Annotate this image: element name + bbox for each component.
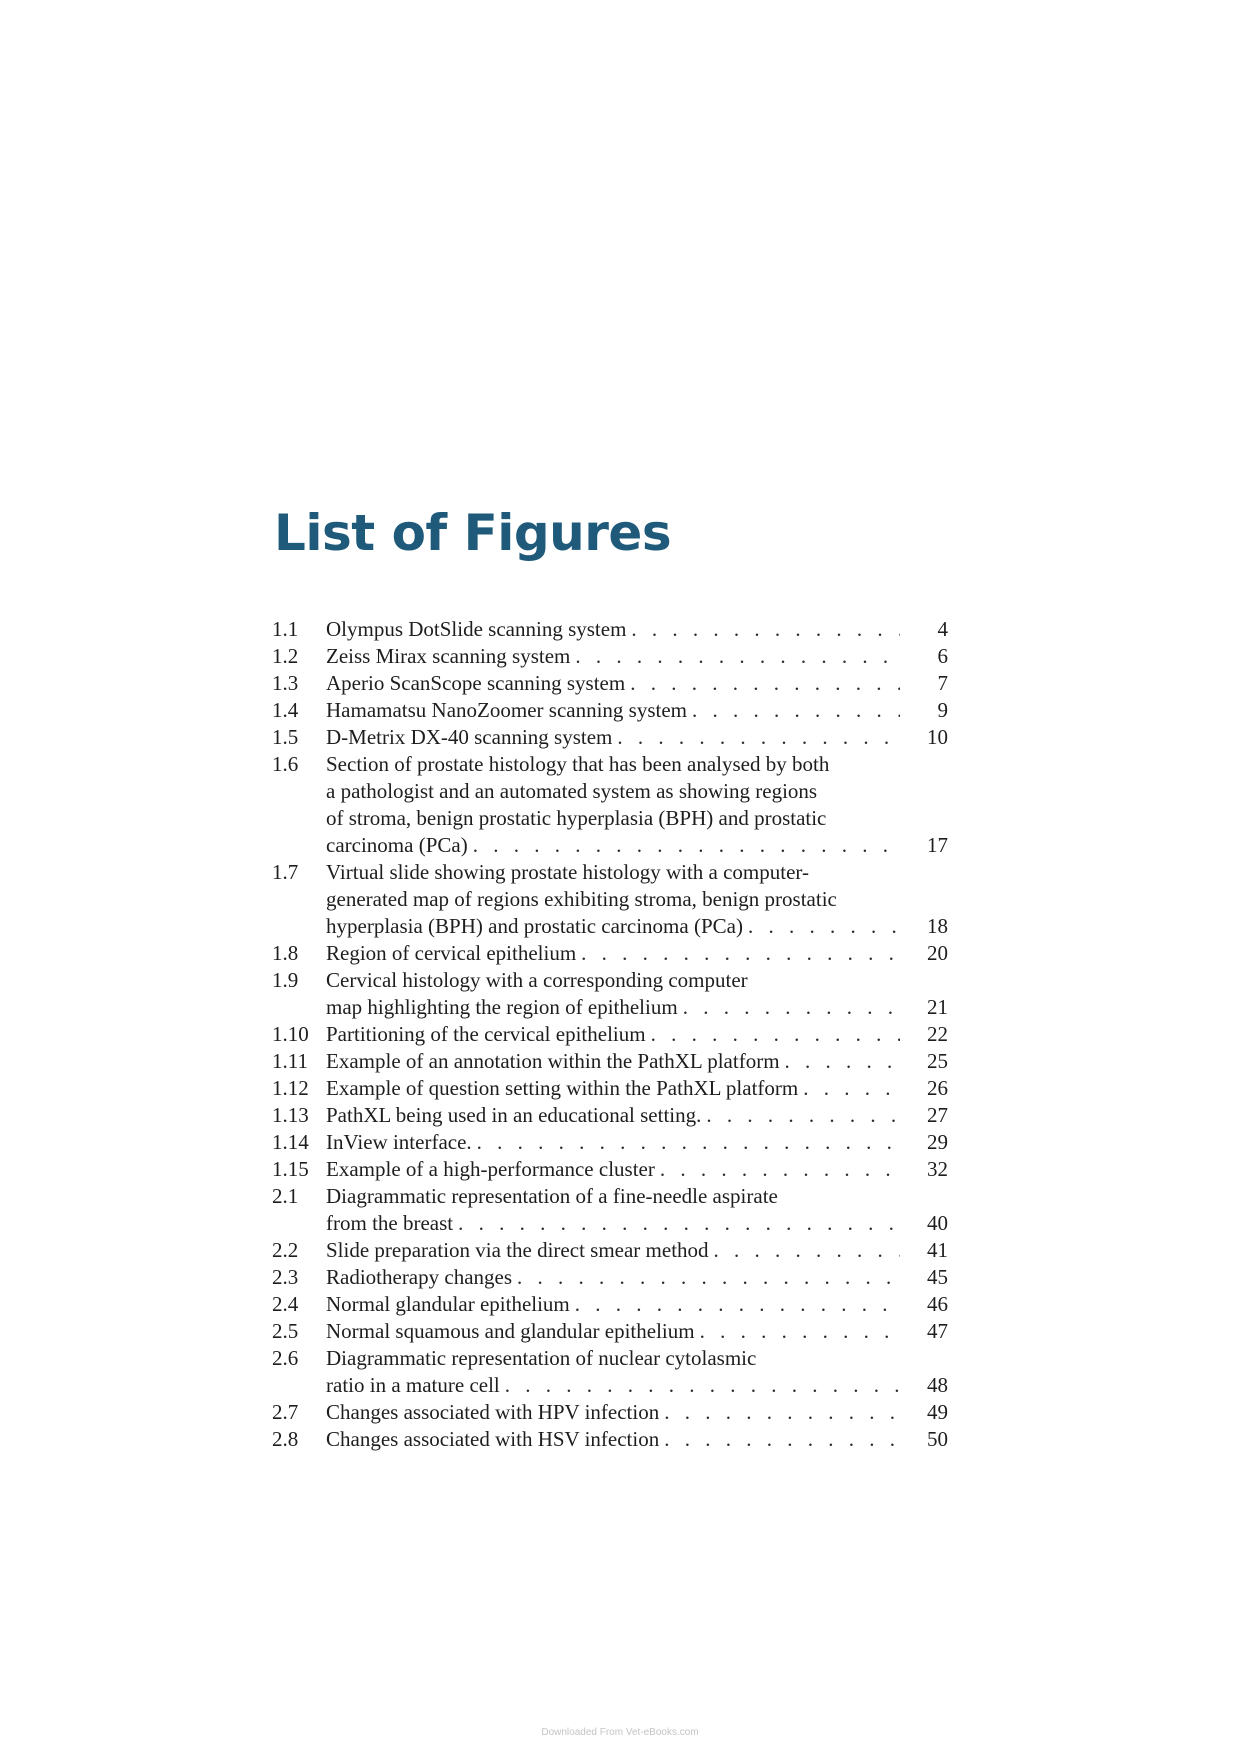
figure-page-number: 18 [927,914,948,938]
figure-caption-line: Aperio ScanScope scanning system [326,671,626,695]
figure-page-number: 40 [927,1211,948,1235]
dot-leader [575,643,900,670]
figure-caption-final-line [326,1399,948,1426]
figure-number: 1.12 [272,1076,309,1100]
figure-number: 2.8 [272,1427,299,1451]
figure-caption-final-line [326,994,948,1021]
figure-page-number: 48 [927,1373,948,1397]
figure-entry [272,1399,948,1426]
page-title: List of Figures [274,504,672,562]
figure-entry [272,1345,948,1399]
figure-caption [326,859,948,940]
figure-caption-final-line [326,1237,948,1264]
figure-caption-line: Example of question setting within the PathXL platform [326,1076,799,1100]
dot-leader [458,1210,900,1237]
figure-caption-line: Slide preparation via the direct smear method [326,1238,709,1262]
figure-number: 1.4 [272,698,299,722]
figure-entry [272,1183,948,1237]
figure-entry [272,1075,948,1102]
figure-caption [326,1183,948,1237]
figure-caption-line: PathXL being used in an educational setting. [326,1103,702,1127]
figure-caption [326,616,948,643]
figure-entry [272,1156,948,1183]
figure-entry [272,859,948,940]
dot-leader [706,1102,900,1129]
figure-number: 1.13 [272,1103,309,1127]
figure-page-number: 25 [927,1049,948,1073]
figure-caption-line: InView interface. [326,1130,472,1154]
figure-caption-final-line [326,1372,948,1399]
figure-number: 2.4 [272,1292,299,1316]
figure-caption [326,1318,948,1345]
figure-caption [326,967,948,1021]
figure-caption-line: Radiotherapy changes [326,1265,513,1289]
download-footer: Downloaded From Vet-eBooks.com [541,1727,699,1738]
figure-caption-final-line [326,1210,948,1237]
dot-leader [630,670,900,697]
figure-entry [272,1129,948,1156]
figure-page-number: 41 [927,1238,948,1262]
figure-caption [326,1264,948,1291]
dot-leader [575,1291,900,1318]
figure-page-number: 47 [927,1319,948,1343]
figure-page-number: 9 [937,698,948,722]
figure-caption-line: Zeiss Mirax scanning system [326,644,571,668]
figure-caption-line: Diagrammatic representation of a fine-needle aspirate [326,1184,778,1208]
figure-caption [326,724,948,751]
figure-number: 2.2 [272,1238,299,1262]
figure-number: 1.10 [272,1022,309,1046]
figure-caption [326,1345,948,1399]
figure-caption-final-line [326,670,948,697]
figure-caption-final-line [326,1021,948,1048]
figure-page-number: 17 [927,833,948,857]
figure-caption-line: generated map of regions exhibiting stroma, benign prostatic [326,887,837,911]
figure-entry [272,697,948,724]
figure-entry [272,940,948,967]
figure-entry [272,1237,948,1264]
figure-number: 2.7 [272,1400,299,1424]
figure-caption [326,1129,948,1156]
figure-page-number: 45 [927,1265,948,1289]
figure-caption-line: Changes associated with HSV infection [326,1427,660,1451]
dot-leader [505,1372,900,1399]
figure-caption [326,1102,948,1129]
figure-entry [272,751,948,859]
figure-caption [326,1021,948,1048]
dot-leader [517,1264,900,1291]
figure-entry [272,616,948,643]
figure-caption-line: D-Metrix DX-40 scanning system [326,725,613,749]
figure-caption [326,1075,948,1102]
figure-entry [272,724,948,751]
figure-caption-line: a pathologist and an automated system as showing regions [326,779,818,803]
figure-entry [272,1048,948,1075]
dot-leader [617,724,900,751]
figure-caption-line: from the breast [326,1211,454,1235]
figure-caption-line: hyperplasia (BPH) and prostatic carcinoma (PCa) [326,914,743,938]
figure-caption-line: Example of an annotation within the PathXL platform [326,1049,780,1073]
figure-list [272,616,948,1453]
figure-caption-final-line [326,1075,948,1102]
figure-caption [326,1237,948,1264]
figure-number: 1.1 [272,617,299,641]
figure-page-number: 7 [937,671,948,695]
figure-caption [326,1156,948,1183]
dot-leader [664,1399,900,1426]
figure-page-number: 21 [927,995,948,1019]
figure-entry [272,967,948,1021]
dot-leader [651,1021,900,1048]
figure-number: 1.6 [272,752,299,776]
figure-number: 1.14 [272,1130,309,1154]
figure-caption-line: Region of cervical epithelium [326,941,577,965]
figure-caption-final-line [326,1129,948,1156]
dot-leader [664,1426,900,1453]
dot-leader [683,994,900,1021]
figure-entry [272,1264,948,1291]
figure-caption-final-line [326,724,948,751]
figure-page-number: 4 [937,617,948,641]
figure-caption-line: Olympus DotSlide scanning system [326,617,627,641]
dot-leader [660,1156,900,1183]
figure-caption [326,940,948,967]
figure-caption-line: Hamamatsu NanoZoomer scanning system [326,698,687,722]
figure-page-number: 6 [937,644,948,668]
figure-caption-line: Changes associated with HPV infection [326,1400,660,1424]
figure-caption-line: Section of prostate histology that has been analysed by both [326,752,830,776]
figure-caption [326,1291,948,1318]
figure-page-number: 20 [927,941,948,965]
figure-caption-line: of stroma, benign prostatic hyperplasia (BPH) and prostatic [326,806,827,830]
figure-caption [326,751,948,859]
figure-caption-final-line [326,913,948,940]
dot-leader [473,832,900,859]
dot-leader [700,1318,900,1345]
figure-caption-final-line [326,1048,948,1075]
figure-entry [272,670,948,697]
figure-entry [272,1426,948,1453]
figure-caption [326,1399,948,1426]
dot-leader [631,616,900,643]
figure-caption-final-line [326,940,948,967]
figure-entry [272,1318,948,1345]
figure-caption-final-line [326,1264,948,1291]
figure-caption [326,697,948,724]
figure-caption-final-line [326,697,948,724]
figure-caption-final-line [326,832,948,859]
figure-entry [272,1291,948,1318]
figure-caption-final-line [326,1318,948,1345]
figure-caption [326,670,948,697]
figure-caption-final-line [326,616,948,643]
dot-leader [714,1237,900,1264]
figure-number: 2.1 [272,1184,299,1208]
figure-entry [272,1102,948,1129]
figure-number: 1.15 [272,1157,309,1181]
dot-leader [692,697,900,724]
figure-page-number: 10 [927,725,948,749]
figure-caption-line: map highlighting the region of epithelium [326,995,678,1019]
figure-caption-line: Virtual slide showing prostate histology with a computer- [326,860,809,884]
figure-number: 2.3 [272,1265,299,1289]
figure-number: 1.11 [272,1049,308,1073]
figure-caption-line: Partitioning of the cervical epithelium [326,1022,646,1046]
figure-page-number: 29 [927,1130,948,1154]
figure-number: 1.2 [272,644,299,668]
figure-page-number: 22 [927,1022,948,1046]
figure-caption-final-line [326,1156,948,1183]
figure-caption-line: Example of a high-performance cluster [326,1157,655,1181]
figure-caption-line: ratio in a mature cell [326,1373,500,1397]
figure-caption [326,643,948,670]
figure-page-number: 26 [927,1076,948,1100]
figure-caption-final-line [326,1426,948,1453]
dot-leader [581,940,900,967]
figure-page-number: 50 [927,1427,948,1451]
figure-entry [272,643,948,670]
dot-leader [748,913,900,940]
figure-number: 2.6 [272,1346,299,1370]
figure-number: 1.9 [272,968,299,992]
figure-number: 1.5 [272,725,299,749]
figure-caption [326,1048,948,1075]
figure-caption [326,1426,948,1453]
figure-caption-final-line [326,1102,948,1129]
figure-number: 1.8 [272,941,299,965]
figure-number: 2.5 [272,1319,299,1343]
figure-caption-line: Diagrammatic representation of nuclear cytolasmic [326,1346,757,1370]
figure-caption-line: Normal squamous and glandular epithelium [326,1319,695,1343]
figure-page-number: 27 [927,1103,948,1127]
figure-number: 1.3 [272,671,299,695]
dot-leader [785,1048,900,1075]
figure-caption-line: carcinoma (PCa) [326,833,468,857]
figure-caption-line: Cervical histology with a corresponding computer [326,968,748,992]
figure-page-number: 32 [927,1157,948,1181]
figure-page-number: 46 [927,1292,948,1316]
figure-page-number: 49 [927,1400,948,1424]
figure-entry [272,1021,948,1048]
dot-leader [803,1075,900,1102]
dot-leader [477,1129,900,1156]
figure-caption-final-line [326,1291,948,1318]
figure-caption-final-line [326,643,948,670]
figure-number: 1.7 [272,860,299,884]
figure-caption-line: Normal glandular epithelium [326,1292,570,1316]
